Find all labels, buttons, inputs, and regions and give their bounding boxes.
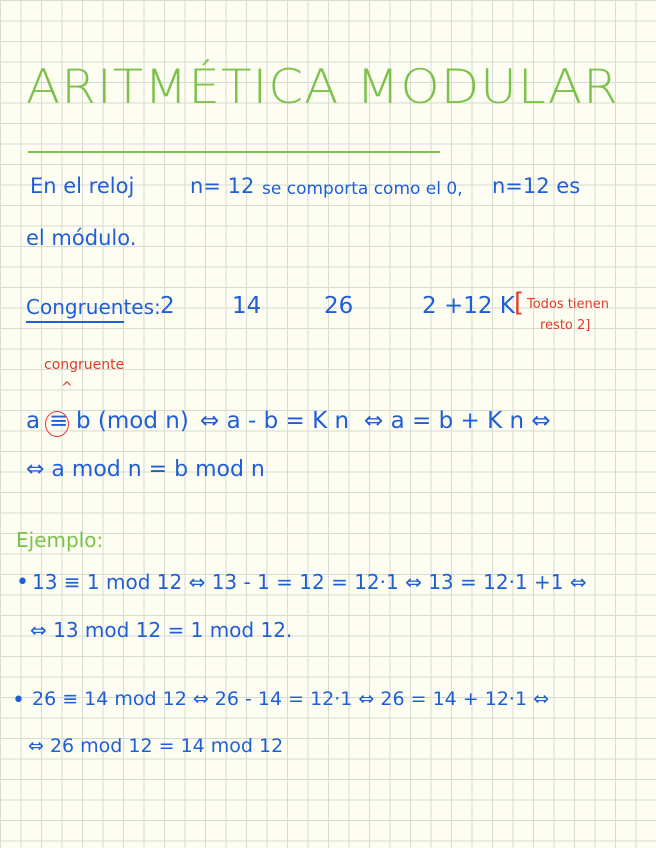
ejemplo-label: Ejemplo: [16,528,104,552]
intro-text-3: se comporta como el 0, [262,179,463,199]
definition-equiv: ≡ [49,408,69,434]
example-2-line-1: 26 ≡ 14 mod 12 ⇔ 26 - 14 = 12·1 ⇔ 26 = 14 + 12·1 ⇔ [32,688,550,710]
intro-text-2: n= 12 [190,174,255,198]
congruent-value-3: 26 [324,293,354,319]
bullet-2: • [12,688,25,713]
congruent-value-4: 2 +12 K [422,293,515,319]
congruent-value-2: 14 [232,293,262,319]
equiv-circle [45,408,69,437]
intro-text-5: el módulo. [26,226,137,250]
definition-a: a [26,408,41,434]
congruente-annotation: congruente [44,357,125,373]
congruentes-label: Congruentes: [26,295,161,319]
note-line-1: Todos tienen [527,297,609,312]
definition-line-2: ⇔ a mod n = b mod n [26,457,265,482]
definition-b-mod: b (mod n) [76,408,189,434]
congruent-value-1: 2 [160,293,175,319]
note-line-2: resto 2] [540,318,591,333]
definition-diff: ⇔ a - b = K n [200,408,350,434]
note-bracket: [ [514,288,525,318]
example-1-line-1: 13 ≡ 1 mod 12 ⇔ 13 - 1 = 12 = 12·1 ⇔ 13 = 12·1 +1 ⇔ [32,570,587,594]
example-1-line-2: ⇔ 13 mod 12 = 1 mod 12. [30,618,293,642]
congruentes-underline [26,321,124,323]
annotation-arrow-icon: ^ [61,380,73,396]
intro-text-4: n=12 es [492,174,581,198]
definition-sum: ⇔ a = b + K n ⇔ [364,408,551,434]
example-2-line-2: ⇔ 26 mod 12 = 14 mod 12 [28,735,284,757]
bullet-1: • [16,570,29,595]
intro-text-1: En el reloj [30,174,135,198]
title-underline [28,151,440,153]
page-title: ARITMÉTICA MODULAR [26,59,619,115]
